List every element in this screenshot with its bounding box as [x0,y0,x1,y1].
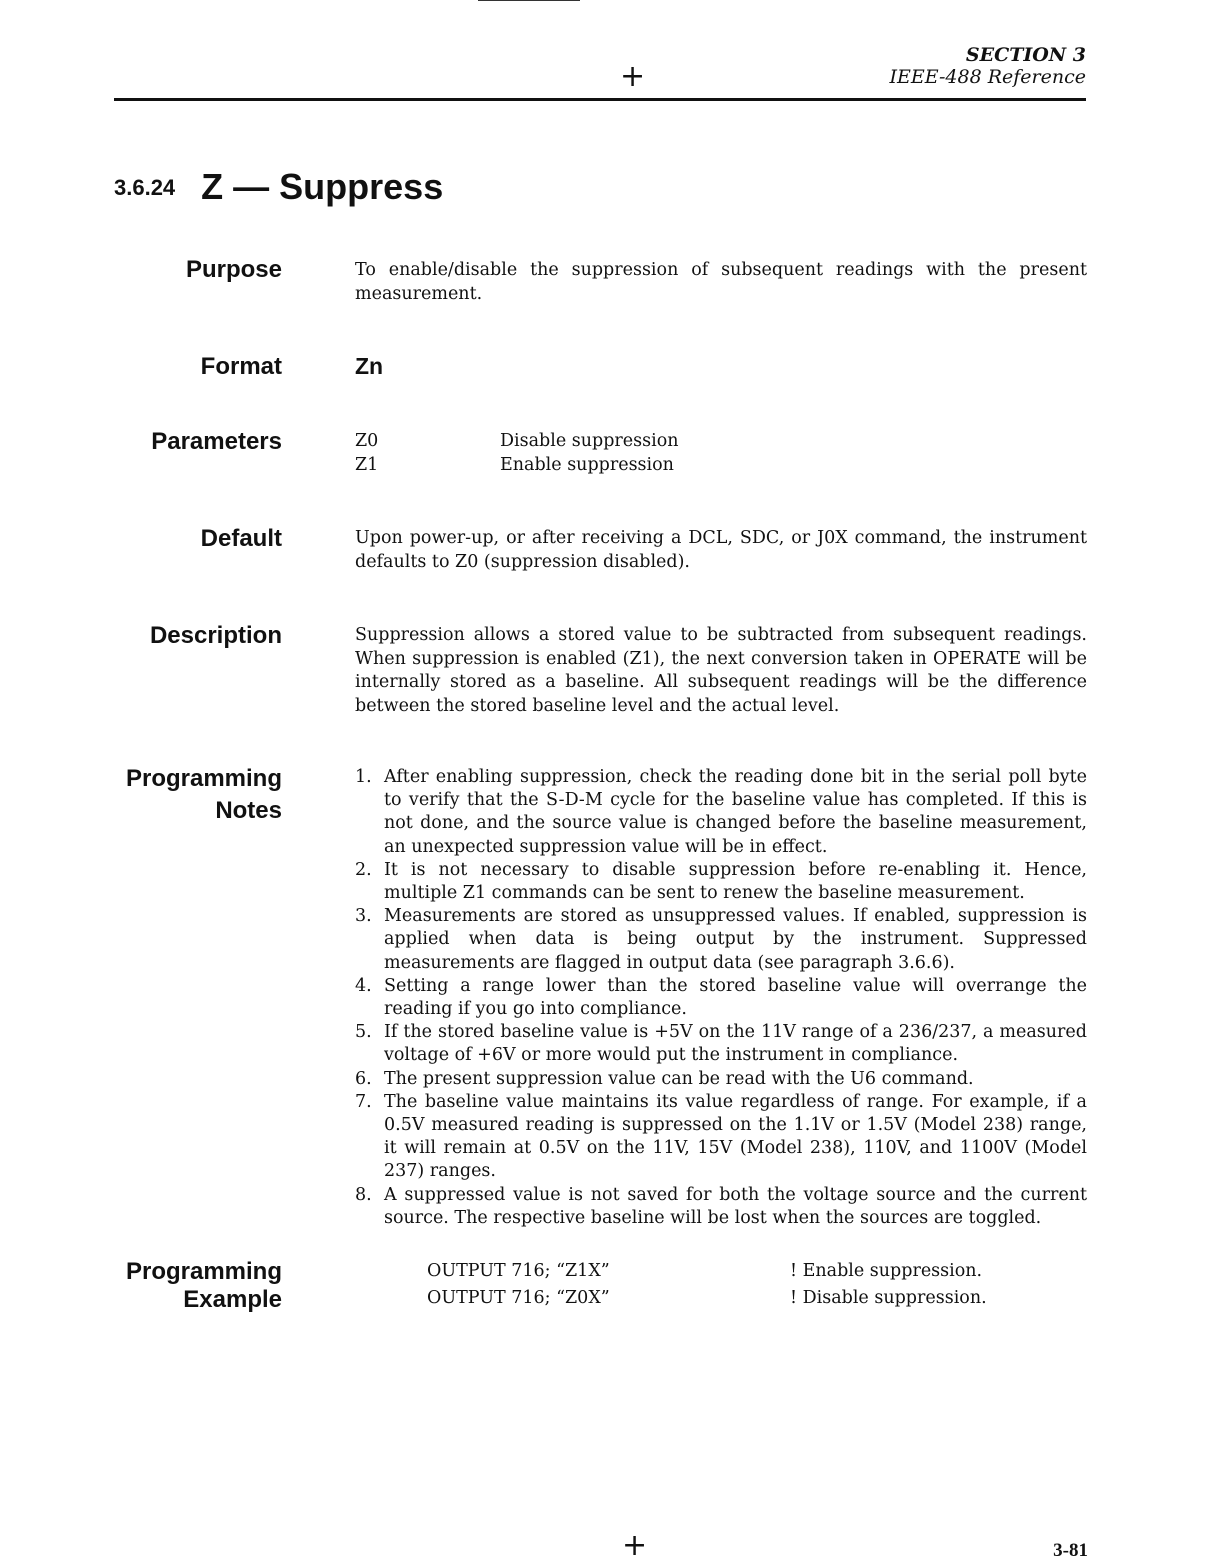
default-label: Default [200,525,282,552]
list-item [355,905,1087,975]
note-number: 6. [355,1068,372,1089]
parameter-description: Enable suppression [500,455,674,475]
section-title: Z — Suppress [201,166,444,207]
list-item [355,766,1087,859]
list-item [355,975,1087,1021]
programming-example-label-line1: Programming [125,1258,282,1285]
note-number: 8. [355,1184,372,1205]
note-text: The present suppression value can be read with the U6 command. [384,1068,974,1089]
parameter-code: Z0 [355,431,379,451]
purpose-text: To enable/disable the suppression of subsequent readings with the present measurement. [355,260,1087,304]
note-number: 1. [355,767,372,787]
header-section: SECTION 3 [965,44,1086,66]
list-item [355,1021,1087,1067]
default-text: Upon power-up, or after receiving a DCL, SDC, or J0X command, the instrument defaults to Z0 (suppression disabled). [355,528,1087,572]
parameter-code: Z1 [355,455,379,475]
programming-notes-label-line2: Notes [215,797,282,824]
parameter-row [355,454,674,478]
programming-notes-label [100,765,282,825]
description-label: Description [149,622,282,649]
format-code: Zn [355,353,384,379]
purpose-label: Purpose [185,256,282,283]
note-text: It is not necessary to disable suppression before re-enabling it. Hence, multiple Z1 commands can be sent to renew the baseline measurement. [384,859,1087,904]
note-number: 3. [355,906,372,927]
crosshair-bottom: + [622,1528,648,1563]
header-rule [114,98,1086,101]
running-header [890,44,1086,88]
note-number: 4. [355,975,372,996]
parameter-row [355,430,679,454]
parameter-description: Disable suppression [500,431,679,451]
example-row [427,1287,987,1311]
list-item [355,859,1087,905]
parameters-label: Parameters [151,428,282,455]
list-item [355,1068,1087,1091]
note-text: A suppressed value is not saved for both the voltage source and the current source. The respective baseline will be lost when the sources are toggled. [384,1184,1087,1228]
programming-example-label-line2: Example [183,1286,282,1313]
format-label: Format [200,353,282,380]
crosshair-top: + [620,59,646,94]
example-comment: ! Enable suppression. [790,1261,983,1281]
programming-example-label [100,1258,282,1314]
note-text: The baseline value maintains its value regardless of range. For example, if a 0.5V measured reading is suppressed on the 1.1V or 1.5V (Model 238) range, it will remain at 0.5V on the 11V, 15V (Model 238), 110V, and 1100V (Model 237) ranges. [384,1091,1087,1182]
list-item [355,1091,1087,1184]
example-command: OUTPUT 716; “Z0X” [427,1288,610,1308]
page-number: 3-81 [1053,1540,1088,1561]
section-number: 3.6.24 [114,175,176,200]
note-text: Setting a range lower than the stored baseline value will overrange the reading if you go into compliance. [384,975,1087,1020]
top-registration-mark [478,0,580,1]
list-item [355,1184,1087,1230]
header-subtitle: IEEE-488 Reference [889,66,1086,88]
example-comment: ! Disable suppression. [790,1288,987,1308]
note-number: 7. [355,1091,372,1112]
programming-notes-list [355,766,1087,1230]
description-text: Suppression allows a stored value to be subtracted from subsequent readings. When suppression is enabled (Z1), the next conversion taken in OPERATE will be internally stored as a baseline. All subsequent readings will be the difference between the stored baseline level and the actual level. [355,625,1087,716]
note-number: 5. [355,1022,372,1043]
programming-notes-label-line1: Programming [125,765,282,792]
note-text: After enabling suppression, check the reading done bit in the serial poll byte to verify that the S-D-M cycle for the baseline value has completed. If this is not done, and the source value is changed before the baseline measurement, an unexpected suppression value will be in effect. [384,767,1087,857]
note-text: If the stored baseline value is +5V on the 11V range of a 236/237, a measured voltage of +6V or more would put the instrument in compliance. [384,1022,1087,1066]
section-heading [114,166,443,208]
note-number: 2. [355,859,372,880]
example-command: OUTPUT 716; “Z1X” [427,1261,610,1281]
note-text: Measurements are stored as unsuppressed values. If enabled, suppression is applied when data is being output by the instrument. Suppressed measurements are flagged in output data (see paragraph 3.6.6). [384,906,1087,973]
example-row [427,1260,982,1284]
